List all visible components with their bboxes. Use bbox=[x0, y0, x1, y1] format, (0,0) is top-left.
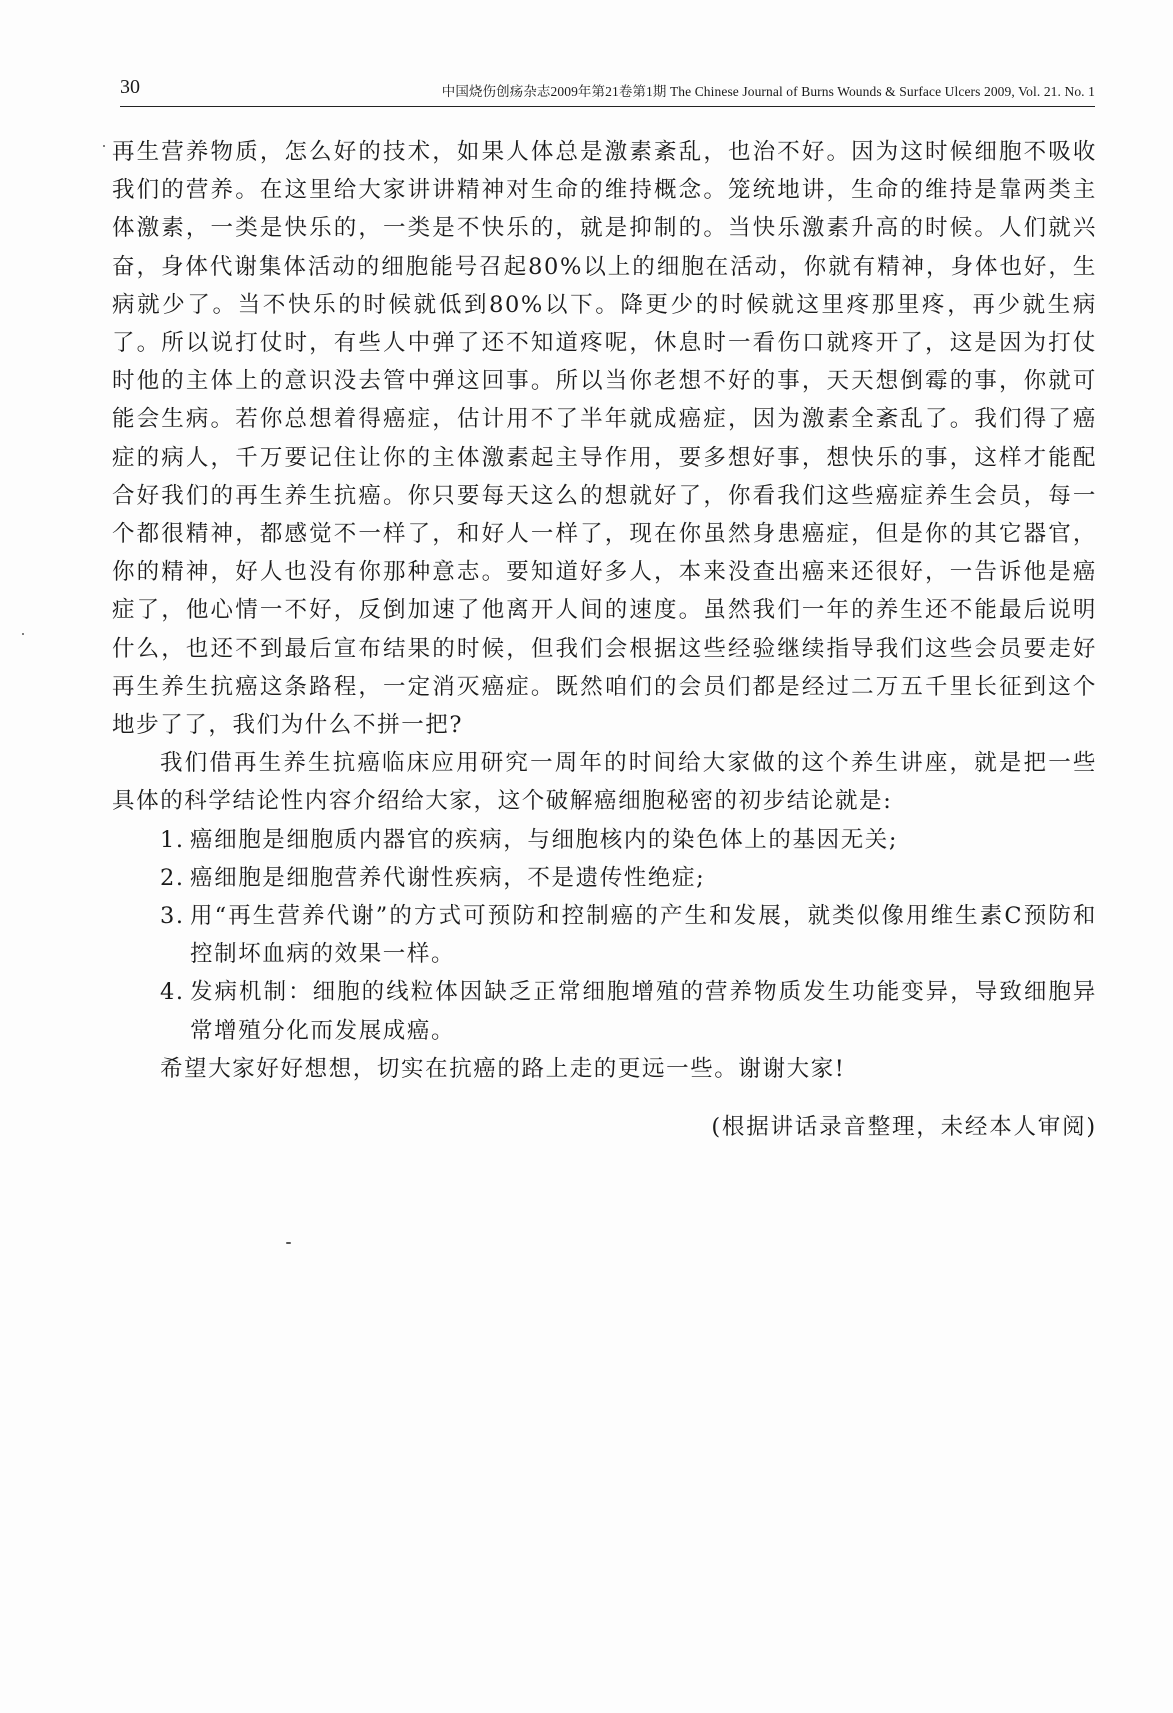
list-item-number: 3. bbox=[160, 903, 185, 930]
page-header bbox=[120, 76, 1095, 107]
page-number: 30 bbox=[120, 76, 140, 98]
list-item bbox=[112, 821, 1097, 859]
scan-speck bbox=[286, 1242, 291, 1244]
list-item-text: 癌细胞是细胞营养代谢性疾病，不是遗传性绝症; bbox=[190, 864, 706, 891]
running-head: 中国烧伤创疡杂志2009年第21卷第1期 The Chinese Journal of Burns Wounds & Surface Ulcers 2009, Vol. 21. No. 1 bbox=[441, 84, 1095, 99]
list-item bbox=[112, 859, 1097, 897]
list-item-number: 1. bbox=[160, 826, 185, 853]
list-item-text: 用“再生营养代谢”的方式可预防和控制癌的产生和发展，就类似像用维生素C预防和控制坏血病的效果一样。 bbox=[190, 903, 1097, 968]
scan-speck bbox=[103, 145, 105, 147]
article-body bbox=[112, 133, 1097, 1146]
paragraph-continued: 再生营养物质，怎么好的技术，如果人体总是激素紊乱，也治不好。因为这时候细胞不吸收我们的营养。在这里给大家讲讲精神对生命的维持概念。笼统地讲，生命的维持是靠两类主体激素，一类是快乐的，一类是不快乐的，就是抑制的。当快乐激素升高的时候。人们就兴奋，身体代谢集体活动的细胞能号召起80%以上的细胞在活动，你就有精神，身体也好，生病就少了。当不快乐的时候就低到80%以下。降更少的时候就这里疼那里疼，再少就生病了。所以说打仗时，有些人中弹了还不知道疼呢，休息时一看伤口就疼开了，这是因为打仗时他的主体上的意识没去管中弹这回事。所以当你老想不好的事，天天想倒霉的事，你就可能会生病。若你总想着得癌症，估计用不了半年就成癌症，因为激素全紊乱了。我们得了癌症的病人，千万要记住让你的主体激素起主导作用，要多想好事，想快乐的事，这样才能配合好我们的再生养生抗癌。你只要每天这么的想就好了，你看我们这些癌症养生会员，每一个都很精神，都感觉不一样了，和好人一样了，现在你虽然身患癌症，但是你的其它器官，你的精神，好人也没有你那种意志。要知道好多人，本来没查出癌来还很好，一告诉他是癌症了，他心情一不好，反倒加速了他离开人间的速度。虽然我们一年的养生还不能最后说明什么，也还不到最后宣布结果的时候，但我们会根据这些经验继续指导我们这些会员要走好再生养生抗癌这条路程，一定消灭癌症。既然咱们的会员们都是经过二万五千里长征到这个地步了了，我们为什么不拼一把? bbox=[112, 139, 1097, 739]
list-item-number: 4. bbox=[160, 979, 185, 1006]
list-item-text: 癌细胞是细胞质内器官的疾病，与细胞核内的染色体上的基因无关; bbox=[190, 826, 899, 853]
list-item-text: 发病机制：细胞的线粒体因缺乏正常细胞增殖的营养物质发生功能变异，导致细胞异常增殖分化而发展成癌。 bbox=[190, 979, 1097, 1044]
list-item bbox=[112, 897, 1097, 973]
list-item-number: 2. bbox=[160, 864, 185, 891]
paragraph-conclusions-intro: 我们借再生养生抗癌临床应用研究一周年的时间给大家做的这个养生讲座，就是把一些具体的科学结论性内容介绍给大家，这个破解癌细胞秘密的初步结论就是: bbox=[112, 750, 1097, 815]
transcription-note: (根据讲话录音整理，未经本人审阅) bbox=[711, 1114, 1097, 1141]
conclusions-list bbox=[112, 821, 1097, 1050]
list-item bbox=[112, 973, 1097, 1049]
scan-speck bbox=[22, 633, 24, 635]
closing-remark: 希望大家好好想想，切实在抗癌的路上走的更远一些。谢谢大家! bbox=[160, 1055, 846, 1082]
